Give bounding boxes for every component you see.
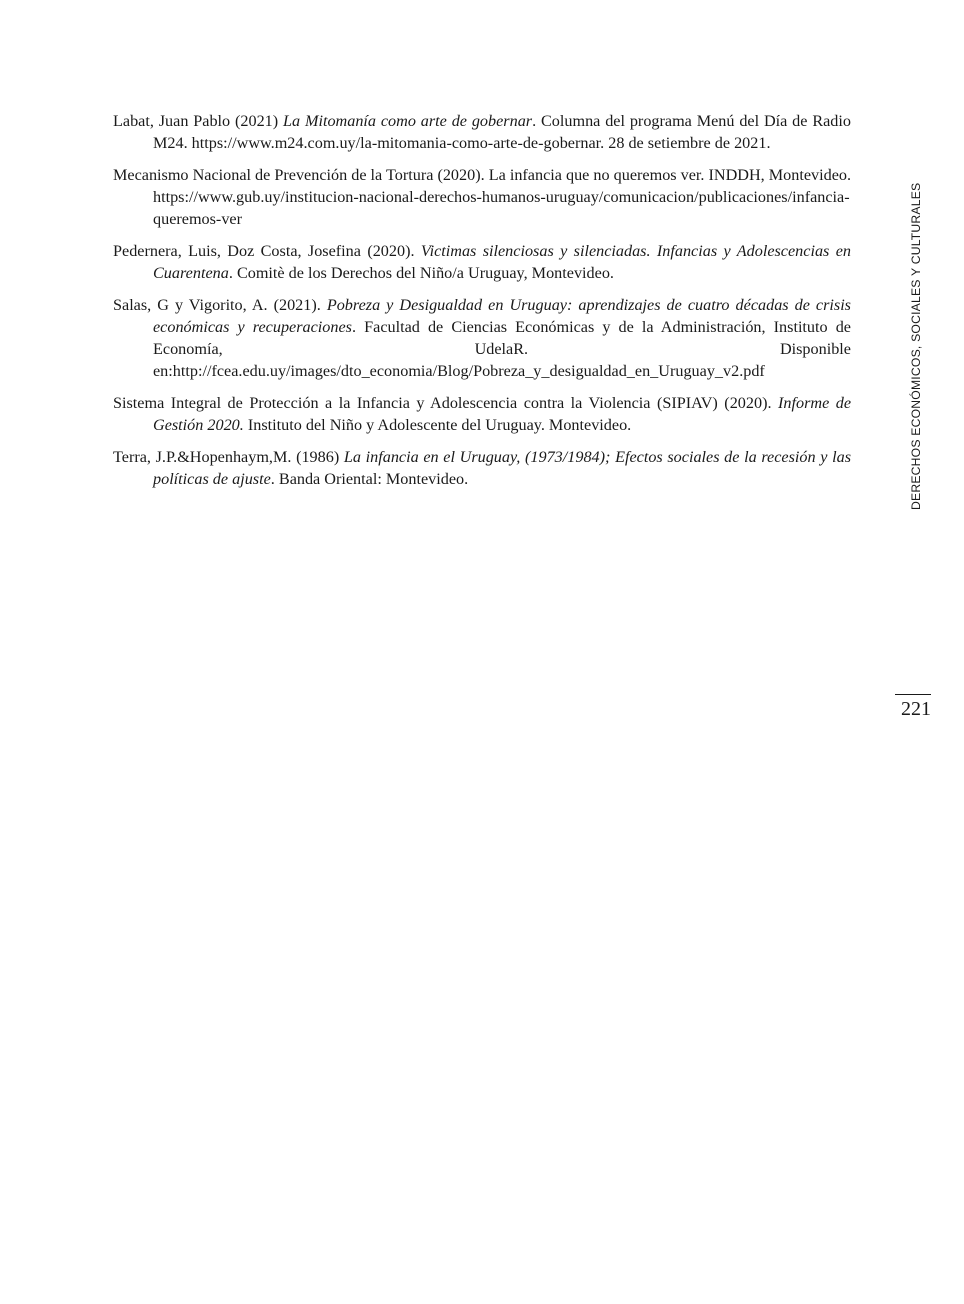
reference-text: Pedernera, Luis, Doz Costa, Josefina (2020). xyxy=(113,242,421,260)
reference-title: Informe de Gestión 2020. xyxy=(153,394,852,434)
reference-text: Instituto del Niño y Adolescente del Uruguay. Montevideo. xyxy=(243,416,632,434)
reference-text: Terra, J.P.&Hopenhaym,M. (1986) xyxy=(113,448,344,466)
reference-text: Labat, Juan Pablo (2021) xyxy=(113,112,284,130)
reference-item xyxy=(113,240,851,284)
page-number-rule xyxy=(895,694,931,695)
page-number: 221 xyxy=(901,698,931,720)
running-section-title: DERECHOS ECONÓMICOS, SOCIALES Y CULTURALES xyxy=(909,182,923,510)
reference-text: . Columna del programa Menú del Día de Radio M24. https://www.m24.com.uy/la-mitomania-como-arte-de-gobernar. 28 de setiembre de 2021. xyxy=(153,112,851,152)
reference-title: Victimas silenciosas y silenciadas. Infancias y Adolescencias en Cuarentena xyxy=(153,242,851,282)
reference-item xyxy=(113,164,851,230)
reference-item xyxy=(113,392,851,436)
reference-text: . Comitè de los Derechos del Niño/a Uruguay, Montevideo. xyxy=(228,264,614,282)
reference-text: . Facultad de Ciencias Económicas y de la Administración, Instituto de Economía, UdelaR. Disponible en:http://fcea.edu.uy/images/dto_economia/Blog/Pobreza_y_desigualdad_en_Uruguay_v2.pdf xyxy=(153,318,851,380)
reference-item xyxy=(113,446,851,490)
reference-title: Pobreza y Desigualdad en Uruguay: aprendizajes de cuatro décadas de crisis económicas y recuperaciones xyxy=(153,296,851,336)
reference-title: La Mitomanía como arte de gobernar xyxy=(283,112,533,130)
reference-text: Sistema Integral de Protección a la Infancia y Adolescencia contra la Violencia (SIPIAV) (2020). xyxy=(113,394,778,412)
reference-title: La infancia en el Uruguay, (1973/1984); Efectos sociales de la recesión y las políticas de ajuste xyxy=(153,448,851,488)
reference-list xyxy=(113,110,851,500)
reference-text: Salas, G y Vigorito, A. (2021). xyxy=(113,296,327,314)
reference-text: Mecanismo Nacional de Prevención de la Tortura (2020). La infancia que no queremos ver. INDDH, Montevideo. https://www.gub.uy/institucion-nacional-derechos-humanos-uruguay/comunicacion/publicaciones/infancia-queremos-ver xyxy=(113,166,852,228)
reference-item xyxy=(113,294,851,382)
reference-text: . Banda Oriental: Montevideo. xyxy=(270,470,469,488)
reference-item xyxy=(113,110,851,154)
